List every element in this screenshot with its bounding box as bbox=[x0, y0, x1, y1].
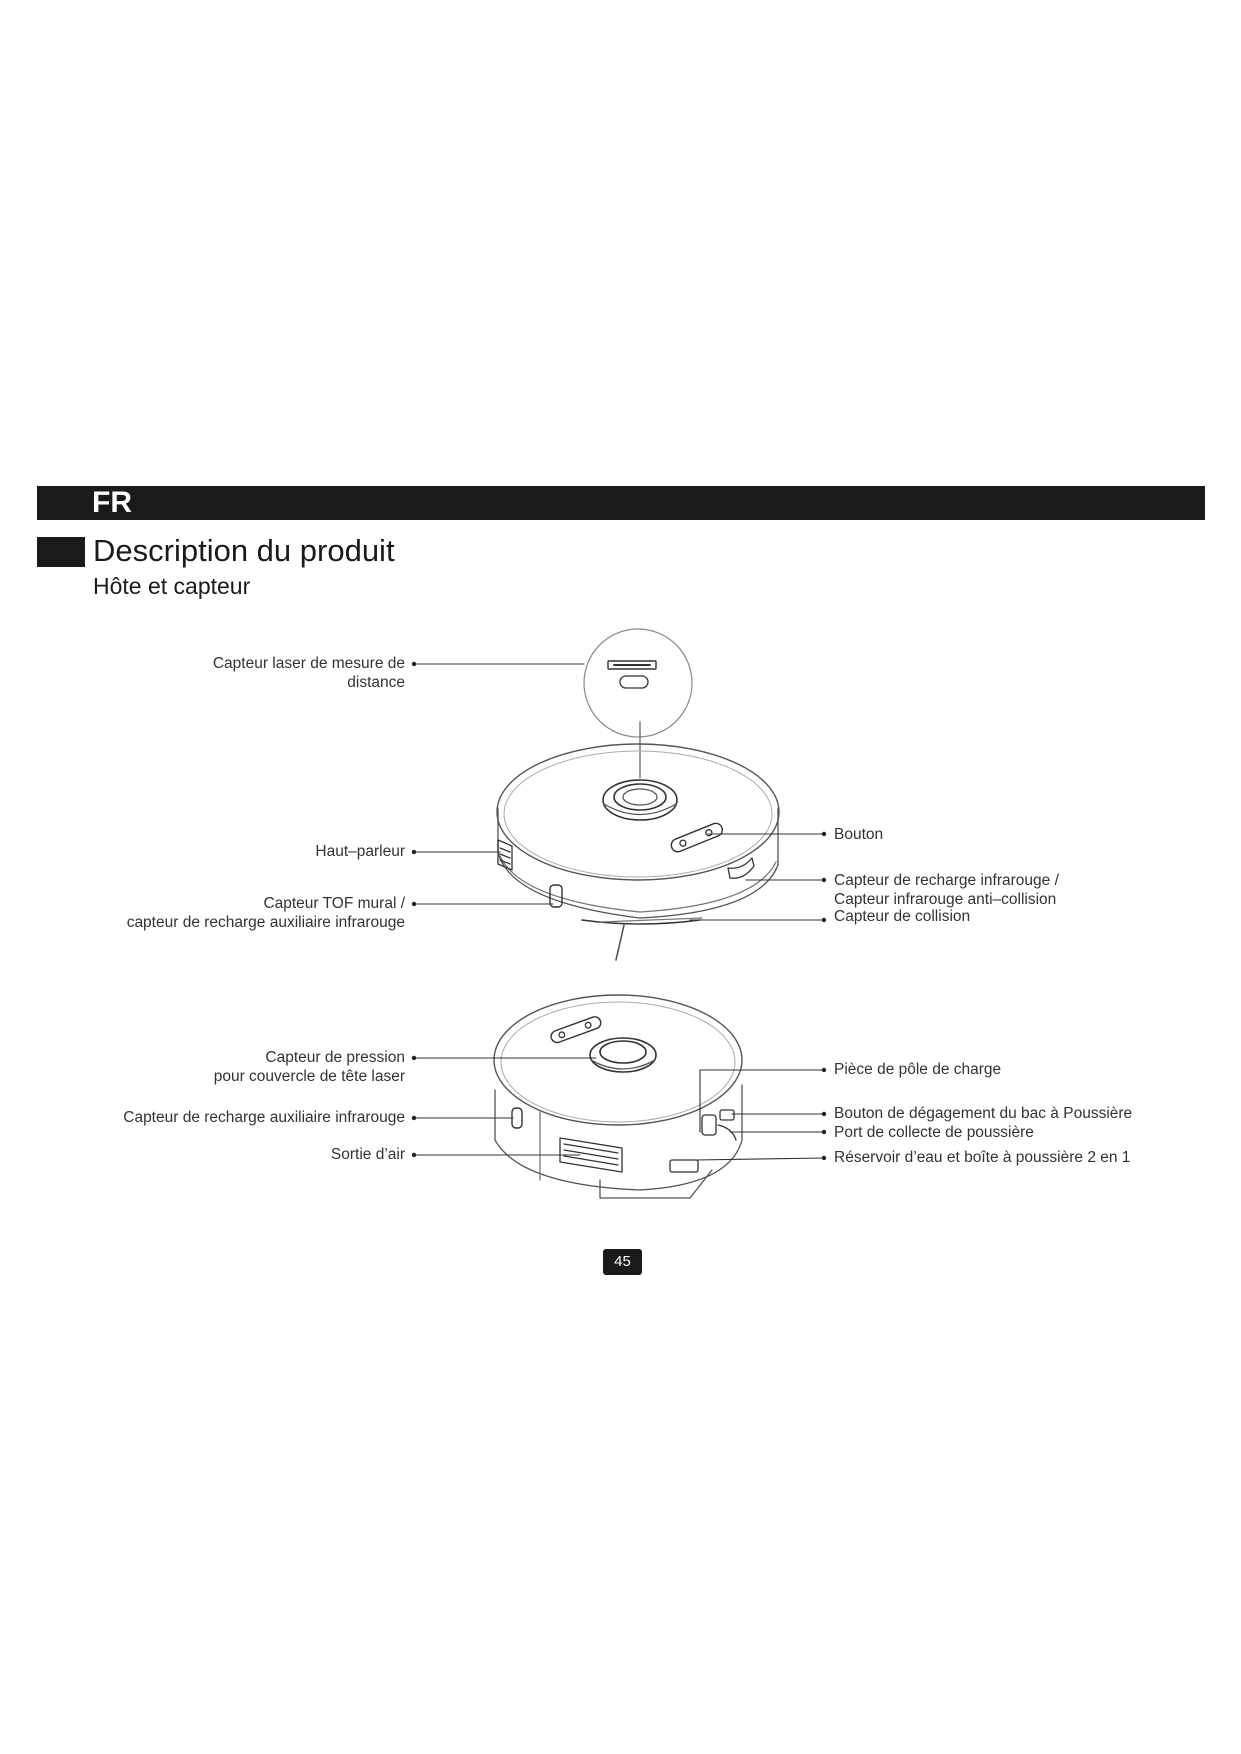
page-title: Description du produit bbox=[93, 533, 395, 568]
robot-bottom-view bbox=[494, 995, 742, 1198]
label-pressure-line1: Capteur de pression bbox=[265, 1049, 405, 1066]
laser-zoom-illustration bbox=[584, 629, 692, 778]
label-laser-sensor bbox=[150, 654, 405, 692]
label-air-outlet: Sortie d’air bbox=[330, 1146, 405, 1163]
label-pressure-line2: pour couvercle de tête laser bbox=[213, 1068, 405, 1085]
label-speaker: Haut–parleur bbox=[315, 843, 405, 860]
label-aux-ir-sensor: Capteur de recharge auxiliaire infrarouge bbox=[123, 1109, 405, 1126]
leader-dots bbox=[412, 662, 826, 1160]
label-tof-line2: capteur de recharge auxiliaire infrarouge bbox=[126, 914, 405, 931]
label-button: Bouton bbox=[834, 826, 884, 843]
label-tof-line1: Capteur TOF mural / bbox=[263, 895, 405, 912]
label-charge-pole: Pièce de pôle de charge bbox=[834, 1061, 1002, 1078]
label-tof-sensor bbox=[90, 894, 405, 932]
label-laser-sensor-line1: Capteur laser de mesure de bbox=[212, 655, 405, 672]
label-collision-sensor: Capteur de collision bbox=[834, 908, 971, 925]
label-ir-charge-sensor bbox=[834, 871, 1059, 909]
page-subtitle: Hôte et capteur bbox=[93, 573, 251, 599]
label-ir-charge-line1: Capteur de recharge infrarouge / bbox=[834, 872, 1059, 889]
label-bin-release: Bouton de dégagement du bac à Poussière bbox=[834, 1105, 1133, 1122]
label-ir-charge-line2: Capteur infrarouge anti–collision bbox=[834, 891, 1057, 908]
label-pressure-sensor bbox=[150, 1048, 405, 1086]
leader-lines bbox=[414, 664, 824, 1160]
language-code: FR bbox=[92, 486, 132, 519]
label-water-tank: Réservoir d’eau et boîte à poussière 2 en 1 bbox=[834, 1149, 1131, 1166]
page-number: 45 bbox=[603, 1249, 642, 1275]
robot-top-view bbox=[497, 744, 779, 960]
label-dust-port: Port de collecte de poussière bbox=[834, 1124, 1034, 1141]
label-laser-sensor-line2: distance bbox=[347, 674, 405, 691]
